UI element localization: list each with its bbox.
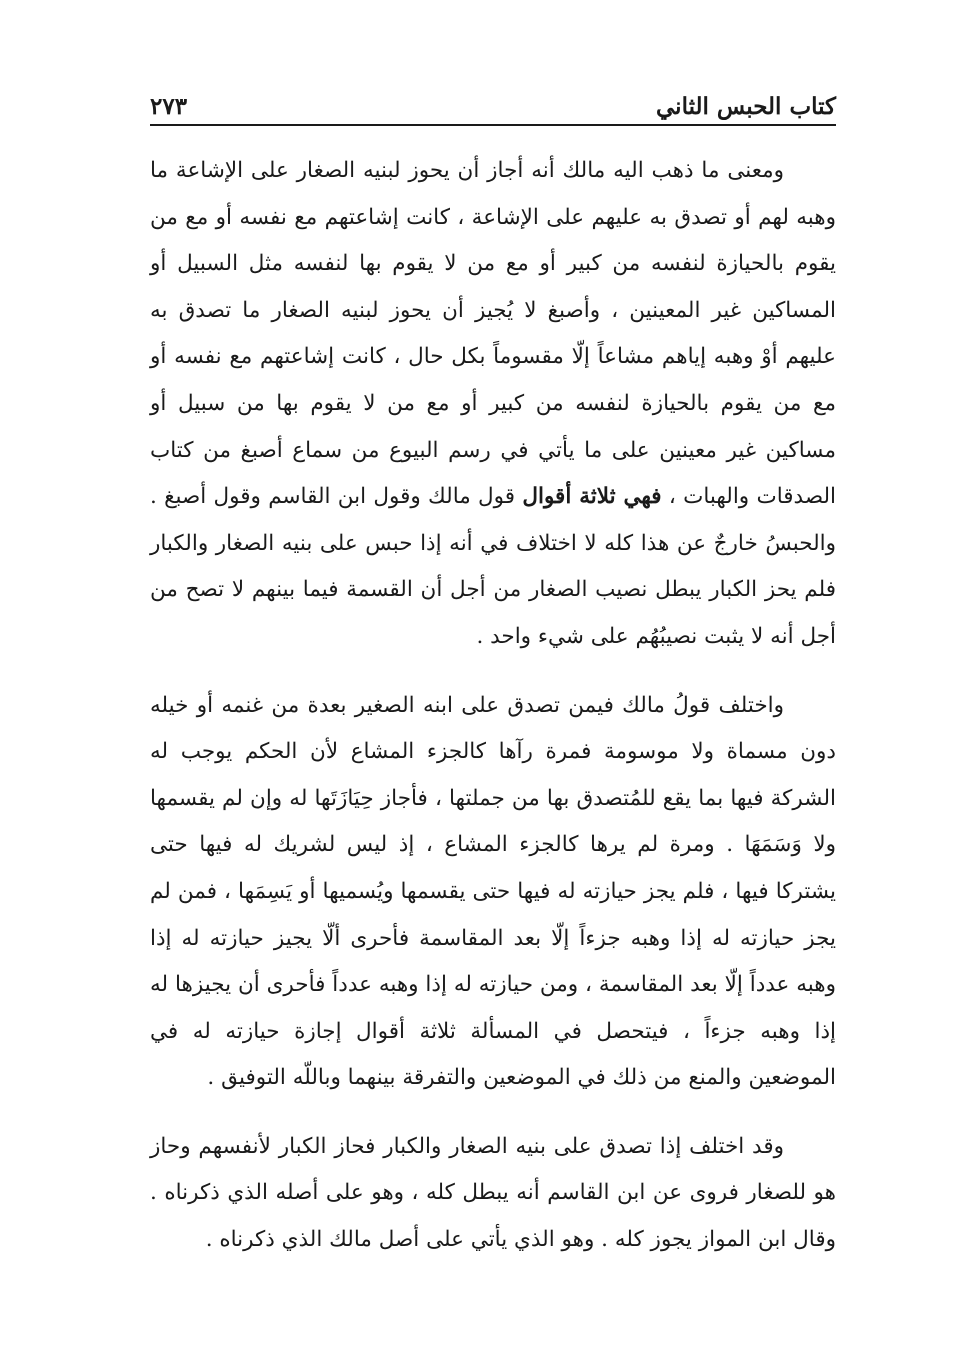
paragraph-text: قول مالك وقول ابن القاسم وقول أصبغ . والحبسُ خارجٌ عن هذا كله لا اختلاف في أنه إذا حبس على بنيه الصغار والكبار فلم يحز الكبار يبطل نصيب الصغار من أجل أن القسمة فيما بينهم لا تصح من أجل أنه لا يثبت نصيبُهُم على شيء واحد . (150, 484, 836, 649)
paragraph-text: ومعنى ما ذهب اليه مالك أنه أجاز أن يحوز لبنيه الصغار على الإشاعة ما وهبه لهم أو تصدق به عليهم على الإشاعة ، كانت إشاعتهم مع نفسه أو مع من يقوم بالحيازة لنفسه من كبير أو مع من لا يقوم بها لنفسه مثل السبيل أو المساكين غير المعينين ، وأصبغ لا يُجيز أن يحوز لبنيه الصغار ما تصدق به عليهم أوْ وهبه إياهم مشاعاً إلّا مقسوماً بكل حال ، كانت إشاعتهم مع نفسه أو مع من يقوم بالحيازة لنفسه من كبير أو مع من لا يقوم بها من سبيل أو مساكين غير معينين على ما يأتي في رسم البيوع من سماع أصبغ من كتاب الصدقات والهبات ، (150, 158, 836, 510)
body-text (150, 148, 836, 1286)
paragraph-2 (150, 683, 836, 1102)
paragraph-text: واختلف قولُ مالك فيمن تصدق على ابنه الصغير بعدة من غنمه أو خيله دون مسماة ولا موسومة فمرة رآها كالجزء المشاع لأن الحكم يوجب له الشركة فيها بما يقع للمُتصدق بها من جملتها ، فأجاز حِيَازَتَها له وإن لم يقسمها ولا وَسَمَهَا . ومرة لم يرها كالجزء المشاع ، إذ ليس لشريك له فيها حتى يشتركا فيها ، فلم يجز حيازته له فيها حتى يقسمها ويُسميها أو يَسِمَها ، فمن لم يجز حيازته له إذا وهبه جزءاً إلّا بعد المقاسمة فأحرى ألّا يجيز حيازته له إذا وهبه عدداً إلّا بعد المقاسمة ، ومن حيازته له إذا وهبه عدداً فأحرى أن يجيزها له إذا وهبه جزءاً ، فيتحصل في المسألة ثلاثة أقوال إجازة حيازته له في الموضعين والمنع من ذلك في الموضعين والتفرقة بينهما وباللّه التوفيق . (150, 692, 837, 1091)
paragraph-1 (150, 148, 836, 661)
running-header (150, 86, 836, 126)
page-number: ٢٧٣ (150, 93, 188, 120)
book-title: كتاب الحبس الثاني (656, 93, 836, 120)
paragraph-text: وقد اختلف إذا تصدق على بنيه الصغار والكبار فحاز الكبار لأنفسهم وحاز هو للصغار فروى عن ابن القاسم أنه يبطل كله ، وهو على أصله الذي ذكرناه . وقال ابن المواز يجوز كله . وهو الذي يأتي على أصل مالك الذي ذكرناه . (150, 1133, 836, 1253)
paragraph-3 (150, 1124, 836, 1264)
bold-phrase: فهي ثلاثة أقوال (522, 484, 662, 510)
